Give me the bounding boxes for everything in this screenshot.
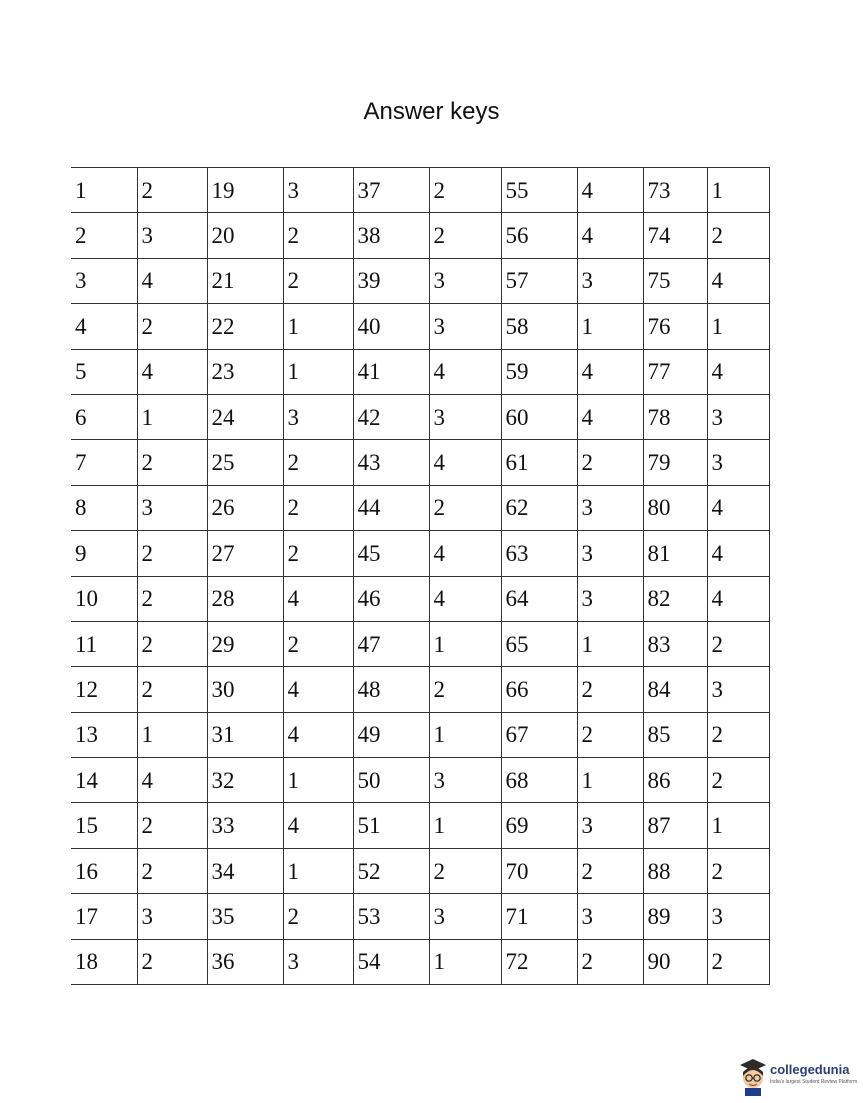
question-number: 54 (353, 939, 429, 984)
answer-option: 2 (137, 621, 207, 666)
question-number: 5 (71, 349, 137, 394)
table-row (71, 531, 769, 576)
answer-option: 2 (707, 621, 769, 666)
question-number: 19 (207, 168, 283, 213)
answer-option: 2 (429, 848, 501, 893)
answer-option: 2 (707, 848, 769, 893)
answer-option: 1 (707, 304, 769, 349)
answer-option: 2 (429, 485, 501, 530)
answer-key-table (71, 167, 770, 985)
question-number: 28 (207, 576, 283, 621)
collegedunia-logo (736, 1056, 863, 1096)
table-row (71, 168, 769, 213)
answer-option: 2 (283, 258, 353, 303)
answer-option: 2 (577, 440, 643, 485)
answer-option: 4 (283, 667, 353, 712)
question-number: 52 (353, 848, 429, 893)
question-number: 12 (71, 667, 137, 712)
answer-option: 1 (283, 848, 353, 893)
table-row (71, 440, 769, 485)
question-number: 66 (501, 667, 577, 712)
question-number: 79 (643, 440, 707, 485)
question-number: 33 (207, 803, 283, 848)
question-number: 18 (71, 939, 137, 984)
table-row (71, 939, 769, 984)
table-row (71, 349, 769, 394)
answer-option: 2 (283, 531, 353, 576)
question-number: 89 (643, 894, 707, 939)
answer-option: 4 (137, 258, 207, 303)
question-number: 77 (643, 349, 707, 394)
question-number: 30 (207, 667, 283, 712)
answer-option: 3 (137, 485, 207, 530)
answer-option: 3 (577, 258, 643, 303)
answer-option: 2 (137, 440, 207, 485)
answer-option: 2 (137, 848, 207, 893)
answer-option: 3 (577, 576, 643, 621)
answer-option: 2 (707, 939, 769, 984)
question-number: 82 (643, 576, 707, 621)
answer-option: 4 (429, 440, 501, 485)
question-number: 1 (71, 168, 137, 213)
question-number: 55 (501, 168, 577, 213)
question-number: 78 (643, 394, 707, 439)
question-number: 61 (501, 440, 577, 485)
answer-option: 1 (429, 939, 501, 984)
answer-option: 1 (283, 758, 353, 803)
question-number: 39 (353, 258, 429, 303)
answer-option: 1 (577, 304, 643, 349)
question-number: 34 (207, 848, 283, 893)
answer-option: 1 (429, 712, 501, 757)
question-number: 50 (353, 758, 429, 803)
question-number: 27 (207, 531, 283, 576)
answer-option: 4 (283, 712, 353, 757)
question-number: 29 (207, 621, 283, 666)
question-number: 47 (353, 621, 429, 666)
answer-option: 1 (707, 168, 769, 213)
table-row (71, 213, 769, 258)
question-number: 85 (643, 712, 707, 757)
question-number: 25 (207, 440, 283, 485)
question-number: 13 (71, 712, 137, 757)
question-number: 10 (71, 576, 137, 621)
answer-option: 4 (577, 349, 643, 394)
question-number: 31 (207, 712, 283, 757)
table-row (71, 621, 769, 666)
question-number: 6 (71, 394, 137, 439)
question-number: 49 (353, 712, 429, 757)
question-number: 37 (353, 168, 429, 213)
answer-option: 3 (707, 894, 769, 939)
table-row (71, 667, 769, 712)
question-number: 7 (71, 440, 137, 485)
question-number: 60 (501, 394, 577, 439)
answer-option: 1 (283, 349, 353, 394)
question-number: 26 (207, 485, 283, 530)
question-number: 8 (71, 485, 137, 530)
answer-option: 3 (707, 394, 769, 439)
question-number: 17 (71, 894, 137, 939)
answer-option: 2 (429, 213, 501, 258)
question-number: 36 (207, 939, 283, 984)
question-number: 45 (353, 531, 429, 576)
answer-option: 1 (283, 304, 353, 349)
answer-option: 3 (577, 485, 643, 530)
question-number: 58 (501, 304, 577, 349)
answer-option: 1 (577, 621, 643, 666)
question-number: 22 (207, 304, 283, 349)
answer-option: 3 (283, 168, 353, 213)
logo-tagline: India's largest Student Review Platform (770, 1079, 858, 1085)
answer-option: 3 (577, 531, 643, 576)
answer-option: 2 (137, 168, 207, 213)
answer-option: 2 (707, 758, 769, 803)
answer-option: 3 (577, 803, 643, 848)
answer-option: 4 (137, 349, 207, 394)
answer-option: 2 (283, 213, 353, 258)
question-number: 56 (501, 213, 577, 258)
question-number: 71 (501, 894, 577, 939)
question-number: 87 (643, 803, 707, 848)
table-row (71, 304, 769, 349)
question-number: 14 (71, 758, 137, 803)
answer-option: 3 (283, 939, 353, 984)
question-number: 67 (501, 712, 577, 757)
answer-option: 1 (137, 394, 207, 439)
question-number: 62 (501, 485, 577, 530)
answer-option: 3 (429, 894, 501, 939)
answer-option: 4 (429, 531, 501, 576)
answer-option: 3 (137, 894, 207, 939)
question-number: 63 (501, 531, 577, 576)
question-number: 32 (207, 758, 283, 803)
question-number: 2 (71, 213, 137, 258)
question-number: 48 (353, 667, 429, 712)
question-number: 90 (643, 939, 707, 984)
answer-option: 4 (707, 349, 769, 394)
answer-option: 2 (283, 440, 353, 485)
answer-option: 1 (429, 621, 501, 666)
question-number: 40 (353, 304, 429, 349)
question-number: 84 (643, 667, 707, 712)
question-number: 75 (643, 258, 707, 303)
answer-option: 1 (429, 803, 501, 848)
question-number: 74 (643, 213, 707, 258)
answer-option: 2 (137, 939, 207, 984)
answer-option: 1 (707, 803, 769, 848)
answer-option: 3 (429, 258, 501, 303)
answer-option: 2 (137, 803, 207, 848)
answer-option: 4 (137, 758, 207, 803)
answer-option: 4 (707, 258, 769, 303)
question-number: 3 (71, 258, 137, 303)
question-number: 65 (501, 621, 577, 666)
answer-option: 2 (577, 712, 643, 757)
answer-option: 2 (707, 712, 769, 757)
question-number: 72 (501, 939, 577, 984)
answer-option: 3 (429, 304, 501, 349)
question-number: 9 (71, 531, 137, 576)
table-row (71, 394, 769, 439)
question-number: 44 (353, 485, 429, 530)
question-number: 11 (71, 621, 137, 666)
answer-option: 3 (429, 394, 501, 439)
table-row (71, 894, 769, 939)
question-number: 51 (353, 803, 429, 848)
answer-option: 2 (283, 621, 353, 666)
answer-option: 3 (577, 894, 643, 939)
question-number: 21 (207, 258, 283, 303)
question-number: 81 (643, 531, 707, 576)
answer-option: 1 (577, 758, 643, 803)
question-number: 53 (353, 894, 429, 939)
answer-option: 2 (137, 667, 207, 712)
answer-option: 4 (283, 803, 353, 848)
answer-option: 4 (577, 394, 643, 439)
question-number: 73 (643, 168, 707, 213)
answer-option: 3 (707, 440, 769, 485)
table-row (71, 848, 769, 893)
table-row (71, 758, 769, 803)
answer-option: 4 (707, 485, 769, 530)
answer-option: 1 (137, 712, 207, 757)
answer-option: 4 (577, 213, 643, 258)
question-number: 68 (501, 758, 577, 803)
question-number: 70 (501, 848, 577, 893)
question-number: 4 (71, 304, 137, 349)
table-row (71, 803, 769, 848)
question-number: 69 (501, 803, 577, 848)
question-number: 16 (71, 848, 137, 893)
answer-option: 4 (429, 576, 501, 621)
answer-option: 3 (707, 667, 769, 712)
question-number: 80 (643, 485, 707, 530)
table-row (71, 712, 769, 757)
answer-option: 3 (283, 394, 353, 439)
table-row (71, 258, 769, 303)
answer-option: 2 (137, 576, 207, 621)
question-number: 43 (353, 440, 429, 485)
question-number: 35 (207, 894, 283, 939)
answer-option: 2 (137, 531, 207, 576)
answer-option: 2 (429, 667, 501, 712)
question-number: 76 (643, 304, 707, 349)
answer-option: 4 (577, 168, 643, 213)
question-number: 42 (353, 394, 429, 439)
question-number: 88 (643, 848, 707, 893)
question-number: 59 (501, 349, 577, 394)
table-row (71, 576, 769, 621)
answer-option: 2 (707, 213, 769, 258)
logo-brand: collegedunia (770, 1062, 850, 1077)
answer-option: 2 (577, 939, 643, 984)
student-mascot-icon (736, 1056, 770, 1096)
question-number: 57 (501, 258, 577, 303)
answer-option: 2 (283, 894, 353, 939)
answer-option: 4 (707, 531, 769, 576)
question-number: 46 (353, 576, 429, 621)
question-number: 15 (71, 803, 137, 848)
answer-option: 2 (429, 168, 501, 213)
answer-option: 2 (137, 304, 207, 349)
question-number: 24 (207, 394, 283, 439)
answer-option: 4 (283, 576, 353, 621)
question-number: 64 (501, 576, 577, 621)
page-title: Answer keys (363, 98, 500, 125)
question-number: 38 (353, 213, 429, 258)
answer-option: 2 (283, 485, 353, 530)
answer-option: 4 (429, 349, 501, 394)
question-number: 83 (643, 621, 707, 666)
answer-option: 3 (429, 758, 501, 803)
answer-option: 4 (707, 576, 769, 621)
question-number: 23 (207, 349, 283, 394)
question-number: 86 (643, 758, 707, 803)
question-number: 20 (207, 213, 283, 258)
answer-option: 3 (137, 213, 207, 258)
question-number: 41 (353, 349, 429, 394)
answer-option: 2 (577, 848, 643, 893)
table-row (71, 485, 769, 530)
answer-option: 2 (577, 667, 643, 712)
